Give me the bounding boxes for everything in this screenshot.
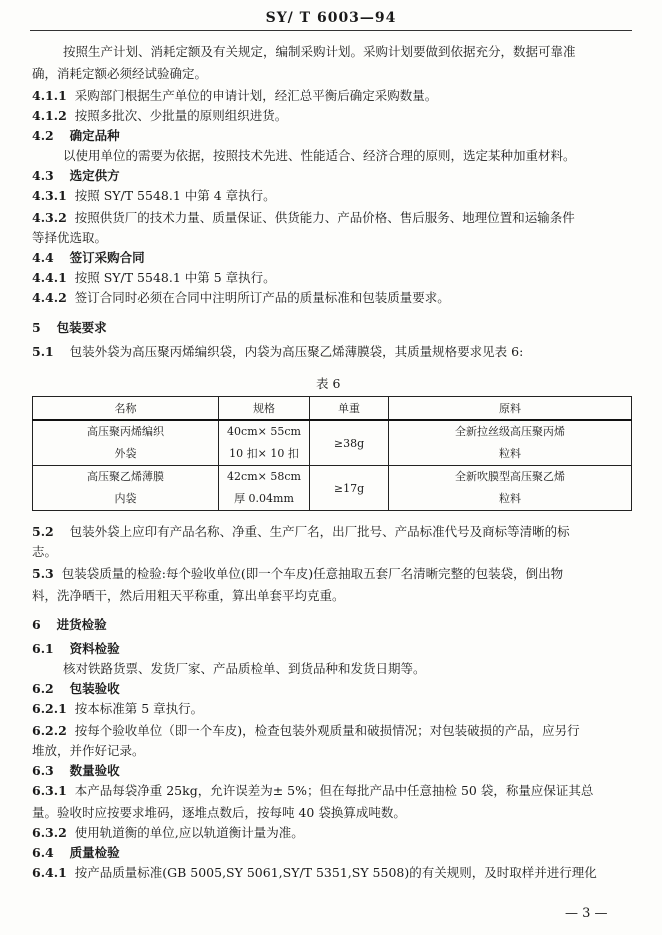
para-line: 按照生产计划、消耗定额及有关规定，编制采购计划。采购计划要做到依据充分，数据可靠准 [63, 44, 576, 59]
table-row [33, 420, 632, 466]
clause-4-1-2: 4.1.2 按照多批次、少批量的原则组织进货。 [32, 108, 288, 123]
col-header-weight: 单重 [310, 397, 389, 421]
page-number: — 3 — [565, 906, 608, 921]
para-line: 料，洗净晒干，然后用粗天平称重，算出单套平均克重。 [32, 588, 345, 603]
col-header-spec: 规格 [219, 397, 310, 421]
section-5-heading: 5 包装要求 [32, 320, 107, 335]
cell-material: 全新吹膜型高压聚乙烯 粒料 [389, 466, 632, 511]
clause-6-2-1: 6.2.1 按本标准第 5 章执行。 [32, 701, 204, 716]
clause-6-3-2: 6.3.2 使用轨道衡的单位,应以轨道衡计量为准。 [32, 825, 304, 840]
clause-5-1: 5.1 包装外袋为高压聚丙烯编织袋，内袋为高压聚乙烯薄膜袋，其质量规格要求见表 6: [32, 344, 524, 359]
para-line: 确，消耗定额必须经试验确定。 [32, 66, 208, 81]
clause-4-3-1: 4.3.1 按照 SY/T 5548.1 中第 4 章执行。 [32, 188, 276, 203]
clause-4-3: 4.3 选定供方 [32, 168, 120, 183]
clause-6-1: 6.1 资料检验 [32, 641, 120, 656]
clause-4-3-2: 4.3.2 按照供货厂的技术力量、质量保证、供货能力、产品价格、售后服务、地理位置和运输条件 [32, 210, 575, 225]
table-caption: 表 6 [316, 376, 341, 391]
para-line: 量。验收时应按要求堆码，逐堆点数后，按每吨 40 袋换算成吨数。 [32, 805, 406, 820]
cell-spec: 40cm× 55cm 10 扣× 10 扣 [219, 420, 310, 466]
clause-6-2: 6.2 包装验收 [32, 681, 120, 696]
table-row [33, 466, 632, 511]
header-rule [30, 30, 632, 31]
table-header-row [33, 397, 632, 421]
cell-weight: ≥17g [310, 466, 389, 511]
clause-6-4-1: 6.4.1 按产品质量标准(GB 5005,SY 5061,SY/T 5351,SY 5508)的有关规则，及时取样并进行理化 [32, 865, 597, 880]
clause-4-4: 4.4 签订采购合同 [32, 250, 145, 265]
clause-6-3-1: 6.3.1 本产品每袋净重 25kg，允许误差为± 5%；但在每批产品中任意抽检 50 袋，称量应保证其总 [32, 783, 594, 798]
section-6-heading: 6 进货检验 [32, 617, 107, 632]
clause-6-2-2: 6.2.2 按每个验收单位（即一个车皮)，检查包装外观质量和破损情况；对包装破损的产品，应另行 [32, 723, 580, 738]
cell-name: 高压聚乙烯薄膜 内袋 [33, 466, 219, 511]
clause-6-4: 6.4 质量检验 [32, 845, 120, 860]
clause-4-4-1: 4.4.1 按照 SY/T 5548.1 中第 5 章执行。 [32, 270, 276, 285]
clause-4-4-2: 4.4.2 签订合同时必须在合同中注明所订产品的质量标准和包装质量要求。 [32, 290, 450, 305]
clause-5-3: 5.3 包装袋质量的检验:每个验收单位(即一个车皮)任意抽取五套厂名清晰完整的包装袋，倒出物 [32, 566, 564, 581]
col-header-name: 名称 [33, 397, 219, 421]
cell-weight: ≥38g [310, 420, 389, 466]
para-line: 等择优选取。 [32, 230, 108, 245]
para-line: 志。 [32, 544, 58, 559]
clause-6-3: 6.3 数量验收 [32, 763, 120, 778]
cell-spec: 42cm× 58cm 厚 0.04mm [219, 466, 310, 511]
standard-code: SY/ T 6003—94 [265, 10, 397, 26]
cell-material: 全新拉丝级高压聚丙烯 粒料 [389, 420, 632, 466]
para-line: 堆放，并作好记录。 [32, 743, 145, 758]
clause-4-2: 4.2 确定品种 [32, 128, 120, 143]
para-line: 以使用单位的需要为依据，按照技术先进、性能适合、经济合理的原则，选定某种加重材料。 [63, 148, 576, 163]
cell-name: 高压聚丙烯编织 外袋 [33, 420, 219, 466]
col-header-material: 原料 [389, 397, 632, 421]
clause-4-1-1: 4.1.1 采购部门根据生产单位的申请计划，经汇总平衡后确定采购数量。 [32, 88, 438, 103]
para-line: 核对铁路货票、发货厂家、产品质检单、到货品种和发货日期等。 [63, 661, 426, 676]
clause-5-2: 5.2 包装外袋上应印有产品名称、净重、生产厂名，出厂批号、产品标准代号及商标等清晰的标 [32, 524, 570, 539]
spec-table [32, 396, 632, 511]
